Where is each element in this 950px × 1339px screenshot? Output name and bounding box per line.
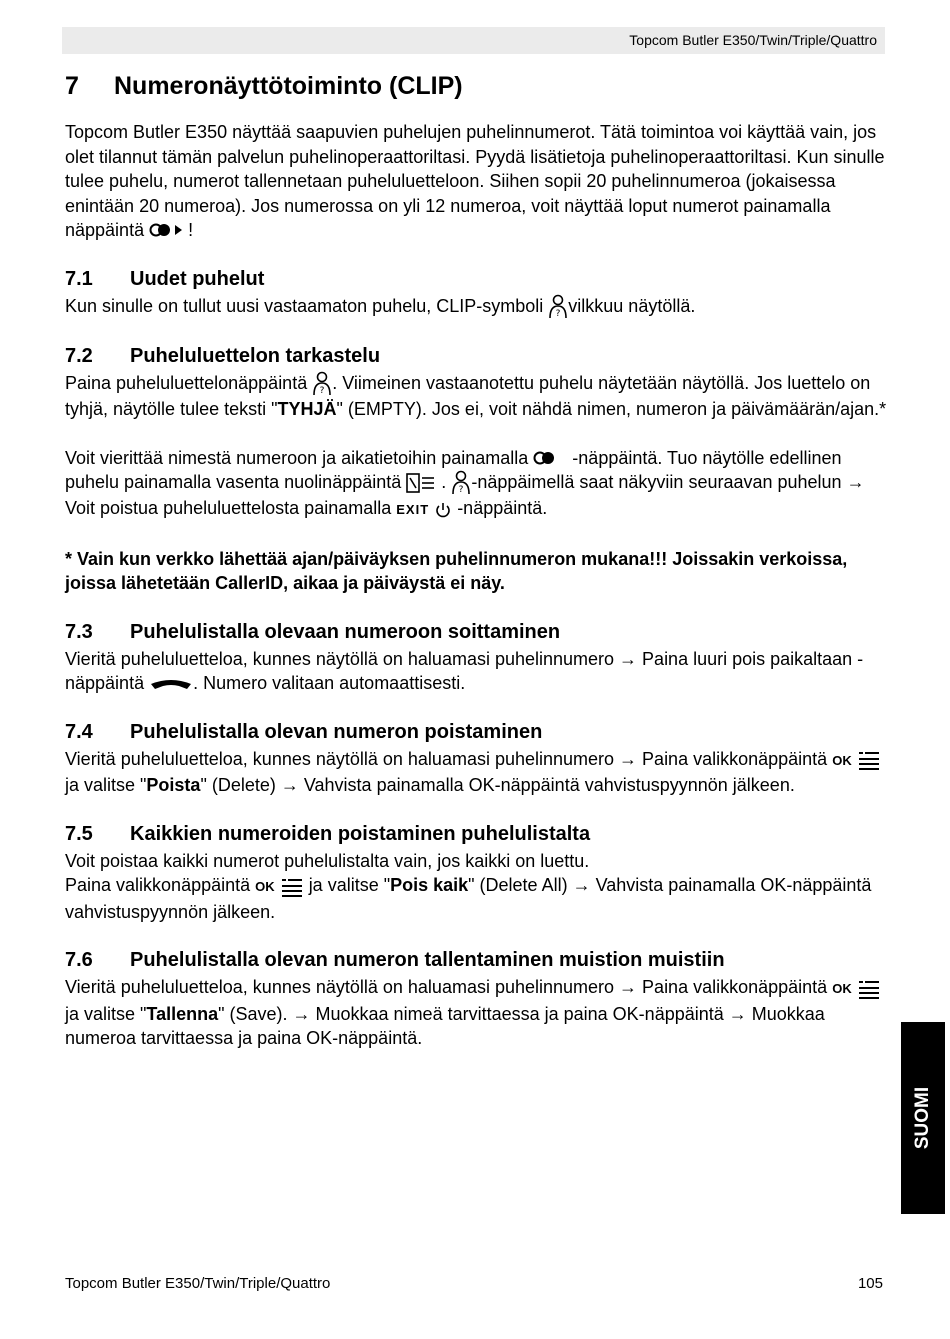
chapter-title: Numeronäyttötoiminto (CLIP) (114, 72, 463, 100)
svg-text:?: ? (555, 308, 561, 319)
section-title: Kaikkien numeroiden poistaminen puhelulistalta (130, 822, 591, 845)
section-title: Puhelulistalla olevan numeron tallentaminen muistion muistiin (130, 949, 725, 972)
chapter-number: 7 (65, 72, 79, 100)
menu-icon (280, 876, 304, 898)
text: . (441, 472, 447, 492)
svg-text:?: ? (319, 386, 325, 396)
section-7-5-line-1: Voit poistaa kaikki numerot puhelulistalta vain, jos kaikki on luettu. (65, 850, 590, 871)
section-title: Puheluluettelon tarkastelu (130, 344, 381, 367)
text: . Viimeinen vastaanotettu puhelu näytetään näytöllä. Jos luettelo on tyhjä, näytölle tulee teksti " (65, 372, 871, 419)
text: Vieritä puheluluetteloa, kunnes näytöllä on haluamasi puhelinnumero → Paina valikkonäppäintä (65, 748, 828, 769)
footer-title: Topcom Butler E350/Twin/Triple/Quattro (65, 1275, 331, 1292)
section-number: 7.5 (65, 822, 93, 845)
menu-icon (857, 749, 881, 771)
network-note: * Vain kun verkko lähettää ajan/päiväyksen puhelinnumeron mukana!!! Joissakin verkoissa, joissa lähetetään CallerID, aikaa ja päiväystä ei näy. (65, 548, 848, 594)
text: -näppäimellä saat näkyviin seuraavan puhelun → Voit poistua puheluluettelosta painamalla (65, 472, 865, 519)
section-number: 7.4 (65, 720, 93, 743)
exit-key-label: EXIT (396, 502, 430, 518)
section-7-1-text (65, 294, 887, 320)
text: Paina valikkonäppäintä (65, 875, 251, 896)
section-number: 7.6 (65, 949, 93, 972)
page-content (65, 66, 887, 1051)
header-bar (62, 27, 885, 54)
call-list-key-icon (312, 371, 332, 397)
scroll-key-icon (149, 222, 183, 240)
text: . Numero valitaan automaattisesti. (193, 673, 466, 694)
text: ja valitse " (308, 875, 391, 896)
section-7-4-text (65, 747, 887, 798)
text: Kun sinulle on tullut uusi vastaamaton puhelu, CLIP-symboli (65, 295, 544, 316)
section-number: 7.3 (65, 620, 93, 643)
section-7-4-heading (65, 717, 887, 747)
intro-end: ! (188, 220, 194, 240)
svg-text:?: ? (458, 485, 464, 496)
text: " (Delete All) → Vahvista painamalla OK-näppäintä vahvistuspyynnön jälkeen. (65, 875, 872, 922)
section-7-3-text (65, 647, 887, 696)
language-tab (901, 1022, 945, 1214)
bold-text: Tallenna (146, 1003, 219, 1024)
header-title: Topcom Butler E350/Twin/Triple/Quattro (629, 32, 877, 48)
bold-text: Poista (146, 775, 201, 796)
ok-key-label: OK (832, 752, 852, 768)
ok-key-label: OK (255, 879, 275, 895)
section-title: Puhelulistalla olevaan numeroon soittaminen (130, 620, 561, 643)
section-7-6-heading (65, 945, 887, 975)
language-tab-label: SUOMI (912, 1086, 933, 1150)
clip-symbol-icon (548, 294, 568, 320)
section-7-2-paragraph-1 (65, 371, 887, 422)
text: Voit vierittää nimestä numeroon ja aikatietoihin painamalla (65, 447, 529, 468)
text: vilkkuu näytöllä. (568, 295, 696, 316)
text: Vieritä puheluluetteloa, kunnes näytöllä on haluamasi puhelinnumero → Paina luuri pois paikaltaan -näppäintä (65, 648, 864, 694)
section-7-5-text (65, 873, 887, 924)
section-7-5-heading (65, 819, 887, 849)
text: " (EMPTY). Jos ei, voit nähdä nimen, numeron ja päivämäärän/ajan.* (336, 399, 887, 419)
call-list-key-icon (451, 470, 471, 496)
chapter-intro (65, 120, 887, 243)
intro-text: Topcom Butler E350 näyttää saapuvien puhelujen puhelinnumerot. Tätä toimintoa voi käyttää vain, jos olet tilannut tämän palvelun puhelinoperaattoriltasi. Pyydä lisätietoja puhelinoperaattoriltasi. Kun sinulle tulee puhelu, numerot tallennetaan puheluluetteloon. Siihen sopii 20 puhelinnumeroa (jokaisessa enintään 20 numeroa). Jos numerossa on yli 12 numeroa, voit näyttää loput numerot painamalla näppäintä (65, 122, 885, 240)
text: Vieritä puheluluetteloa, kunnes näytöllä on haluamasi puhelinnumero → Paina valikkonäppäintä (65, 977, 828, 998)
text: -näppäintä. (457, 498, 548, 519)
section-number: 7.1 (65, 267, 93, 290)
text: ja valitse " (65, 1003, 147, 1024)
chapter-heading (65, 66, 887, 106)
scroll-key-icon (533, 450, 567, 468)
phonebook-key-icon (406, 472, 436, 494)
menu-icon (857, 978, 881, 1000)
section-7-6-text (65, 975, 887, 1051)
section-7-2-paragraph-2 (65, 446, 887, 523)
ok-key-label: OK (832, 981, 852, 997)
text: " (Delete) → Vahvista painamalla OK-näppäintä vahvistuspyynnön jälkeen. (200, 775, 795, 796)
section-7-3-heading (65, 617, 887, 647)
section-number: 7.2 (65, 344, 93, 367)
text: -näppäintä. Tuo näytölle edellinen puhelu painamalla vasenta nuolinäppäintä (65, 447, 842, 492)
power-icon (434, 501, 452, 519)
section-7-2-heading (65, 341, 887, 371)
text: Paina puheluluettelonäppäintä (65, 372, 308, 393)
section-title: Uudet puhelut (130, 267, 265, 290)
text: " (Save). → Muokkaa nimeä tarvittaessa ja paina OK-näppäintä → Muokkaa numeroa tarvittaessa ja paina OK-näppäintä. (65, 1003, 825, 1049)
section-title: Puhelulistalla olevan numeron poistaminen (130, 720, 543, 743)
bold-text: TYHJÄ (277, 399, 337, 419)
bold-text: Pois kaik (390, 875, 469, 896)
text: ja valitse " (65, 775, 147, 796)
section-7-1-heading (65, 264, 887, 294)
page-number: 105 (857, 1275, 883, 1292)
off-hook-icon (149, 678, 193, 692)
